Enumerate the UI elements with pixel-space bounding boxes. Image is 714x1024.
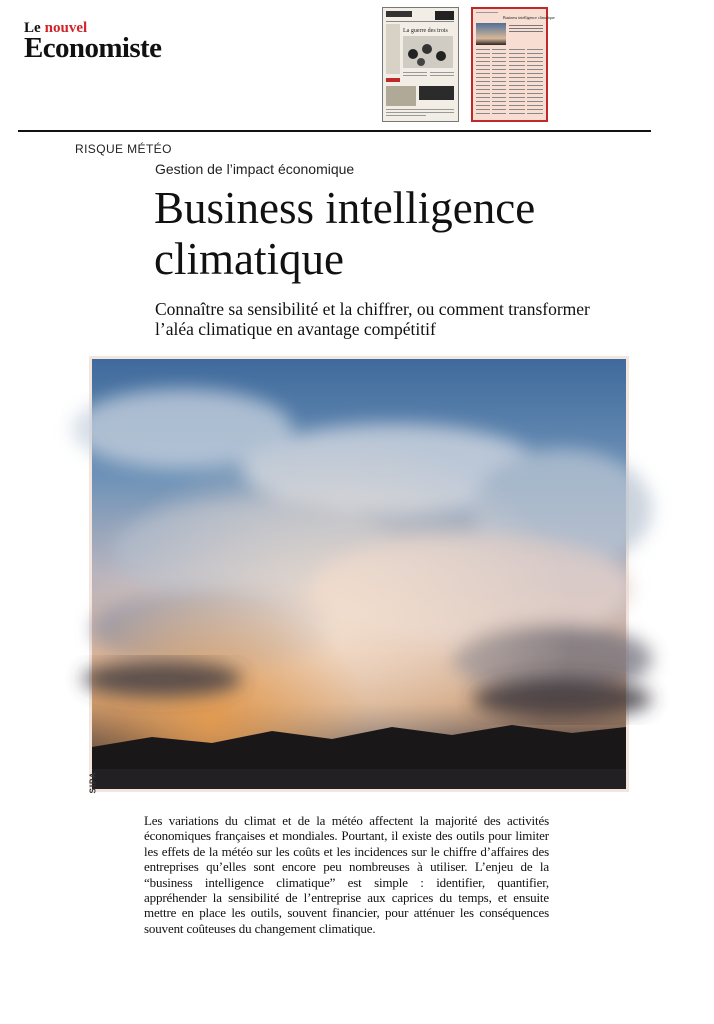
logo-economiste: Economiste	[24, 32, 162, 64]
front-page-miniature	[383, 8, 458, 121]
article-photo-frame	[89, 356, 629, 792]
title-line-2: climatique	[154, 234, 344, 284]
title-line-1: Business intelligence	[154, 183, 536, 233]
thumb1-headline: La guerre des trois	[403, 28, 448, 34]
thumb2-headline: Business intelligence climatique	[503, 15, 555, 20]
logo-nouvel: nouvel	[44, 20, 88, 36]
article-page-miniature	[473, 9, 555, 120]
logo-le: Le	[24, 20, 41, 36]
article-title	[154, 183, 674, 285]
section-kicker: RISQUE MÉTÉO	[75, 142, 172, 156]
page-thumbnail-front[interactable]	[382, 7, 459, 122]
publication-logo	[24, 20, 161, 63]
page-thumbnail-article[interactable]	[471, 7, 555, 122]
photo-credit: SIPA	[88, 771, 98, 794]
header-divider	[18, 130, 651, 132]
article-subkicker: Gestion de l’impact économique	[155, 161, 355, 177]
article-body: Les variations du climat et de la météo affectent la majorité des activités économiques françaises et mondiales. Pourtant, il existe des outils pour limiter les effets de la météo sur les coûts et les incidences sur le chiffre d’affaires des entreprises qu’elles sont encore peu nombreuses à utiliser. L’enjeu de la “business intelligence climatique” est simple : identifier, quantifier, appréhender la sensibilité de l’entreprise aux caprices du temps, et ensuite mettre en place les outils, souvent financier, pour atténuer les conséquences souvent coûteuses du changement climatique.	[144, 813, 549, 936]
article-deck: Connaître sa sensibilité et la chiffrer, ou comment transformer l’aléa climatique en avantage compétitif	[155, 299, 590, 339]
cloudy-sky-photo	[92, 359, 626, 789]
